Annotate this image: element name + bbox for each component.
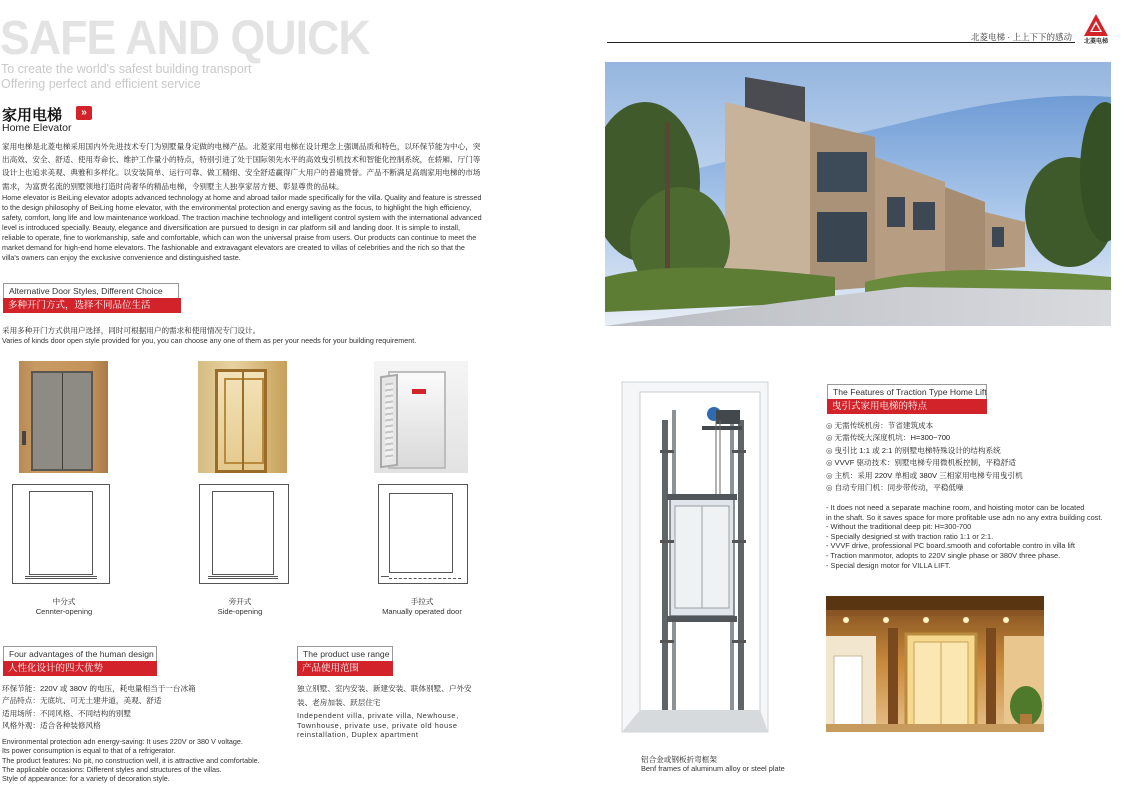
- door-styles-label: [3, 283, 181, 313]
- use-range-label: [297, 646, 393, 676]
- use-range-label-en: The product use range: [297, 646, 393, 661]
- logo-text: 北菱电梯: [1083, 39, 1108, 45]
- home-lift-interior-photo: [826, 596, 1044, 732]
- villa-photo: [605, 62, 1111, 326]
- door-styles-label-en: Alternative Door Styles, Different Choice: [3, 283, 179, 298]
- list-item: ◎ 自动专用门机：同步带传动，平稳低噪: [826, 482, 1023, 494]
- door-note-en: Varies of kinds door open style provided for you, you can choose any one of them as per your needs for your building requirement.: [2, 336, 417, 345]
- door-caption-cn: 手拉式: [410, 597, 434, 606]
- list-item: - It does not need a separate machine room, and hoisting motor can be located: [826, 503, 1085, 512]
- list-item: ◎ 无需传统机房：节省建筑成本: [826, 420, 1023, 432]
- subline-1: To create the world's safest building transport: [1, 62, 252, 76]
- door-caption-en: Cennter-opening: [35, 607, 93, 616]
- door-caption: [372, 597, 472, 617]
- home-elevator-title-en: Home Elevator: [2, 122, 72, 134]
- list-item: ◎ 主机：采用 220V 单相或 380V 三相家用电梯专用曳引机: [826, 470, 1023, 482]
- use-range-label-cn: 产品使用范围: [297, 661, 393, 676]
- subline-2: Offering perfect and efficient service: [1, 77, 201, 91]
- list-item: Environmental protection adn energy-saving: It uses 220V or 380 V voltage.: [2, 737, 243, 746]
- door-caption-cn: 旁开式: [228, 597, 252, 606]
- door-caption: [190, 597, 290, 617]
- list-item: ◎ 无需传统大深度机坑：H=300~700: [826, 432, 1023, 444]
- door-caption: [14, 597, 114, 617]
- center-opening-door-photo: [19, 361, 108, 473]
- intro-paragraph-en: Home elevator is BeiLing elevator adopts advanced technology at home and abroad tailor made specifically for the villa. Quality and feature is stressed to the design philosophy of BeiLing home elevator, with the environmental protection and energy saving as the focus, to highlight the high efficiency, safety, comfort, long life and low maintenance workload. The traction machine technology and intelligent control system with the international advanced level is introduced specially. Beauty, elegance and diversification are pursued to design in car platform sill and landing door. It is simple to install, reliable to operate, fine to workmanship, safe and comfortable, which can won the universal praise from users. Our products can continue to meet the market demand for high-end home elevators. The fashionable and extravagant elevators are created to villas of celebrities and the rich so that the villa's owners can enjoy the exclusive convenience and distinguished taste.: [2, 193, 482, 262]
- list-item: - VVVF drive, professional PC board.smooth and cofortable contro in villa lift: [826, 541, 1075, 551]
- door-caption-en: Side-opening: [217, 607, 263, 616]
- traction-label-cn: 曳引式家用电梯的特点: [827, 399, 987, 414]
- list-item: 产品特点：无底坑、可无土建井道，美观、舒适: [2, 696, 162, 706]
- traction-features-en: [826, 503, 1103, 570]
- list-item: ◎ 曳引比 1:1 或 2:1 的别墅电梯特殊设计的结构系统: [826, 445, 1023, 457]
- intro-paragraph-cn: 家用电梯是北菱电梯采用国内外先进技术专门为别墅量身定做的电梯产品。北菱家用电梯在设计理念上强调品质和特色，以环保节能为中心，突出高效、安全、舒适、使用寿命长、维护工作量小的特点，特别引进了处于国际领先水平的高效曳引机技术和智能化控制系统，在轿厢、厅门等设计上也追求美观、典雅和多样化。以安装简单、运行可靠、做工精细、安全舒适赢得广大用户的普遍赞誉。产品不断满足高端家用电梯的市场需求，为富贾名流的别墅领地打造时尚奢华的精品电梯，令别墅主人独享家居方便、彰显尊贵的品味。: [2, 142, 481, 191]
- door-styles-label-cn: 多种开门方式，选择不同品位生活: [3, 298, 181, 313]
- list-item: in the shaft. So it saves space for more profitable use adn no any extra building cost.: [826, 512, 1103, 522]
- list-item: 环保节能：220V 或 380V 的电压，耗电量相当于一台冰箱: [2, 684, 196, 693]
- traction-features-label: [827, 384, 987, 414]
- list-item: - Special design motor for VILLA LIFT.: [826, 560, 951, 570]
- list-item: ◎ VVVF 驱动技术：别墅电梯专用微机板控制，平稳舒适: [826, 457, 1023, 469]
- list-item: - Without the traditional deep pit: H=300-700: [826, 522, 972, 532]
- door-caption-en: Manually operated door: [382, 607, 462, 616]
- side-opening-door-photo: [198, 361, 287, 473]
- side-opening-drawing: [199, 484, 289, 584]
- use-range-text-cn: 独立别墅、室内安装、新建安装、联体别墅、户外安装、老房加装、跃层住宅: [297, 684, 472, 707]
- center-opening-drawing: [12, 484, 110, 584]
- advantages-label-en: Four advantages of the human design: [3, 646, 157, 661]
- list-item: The product features: No pit, no construction well, it is attractive and comfortable.: [2, 755, 260, 765]
- door-note-cn: 采用多种开门方式供用户选择，同时可根据用户的需求和使用情况专门设计。: [2, 326, 261, 335]
- brand-slogan: 北菱电梯 · 上上下下的感动: [970, 32, 1072, 42]
- advantages-label: [3, 646, 157, 676]
- traction-label-en: The Features of Traction Type Home Lift: [827, 384, 987, 399]
- double-arrow-icon: »: [76, 106, 92, 120]
- traction-features-cn: [826, 420, 1023, 494]
- list-item: The applicable occasions: Different styles and structures of the villas.: [2, 764, 222, 774]
- list-item: Style of appearance: for a variety of decoration style.: [2, 774, 170, 784]
- headline: SAFE AND QUICK: [0, 12, 370, 65]
- advantages-label-cn: 人性化设计的四大优势: [3, 661, 157, 676]
- frame-caption-cn: 铝合金或钢板折弯框架: [641, 755, 717, 764]
- home-elevator-title-cn: 家用电梯: [2, 107, 63, 124]
- list-item: - Specially designed st with traction ratio 1:1 or 2:1.: [826, 531, 994, 541]
- door-caption-cn: 中分式: [52, 597, 76, 606]
- frame-caption-en: Benf frames of aluminum alloy or steel plate: [641, 764, 785, 773]
- list-item: - Traction manmotor, adopts to 220V single phase or 380V three phase.: [826, 550, 1061, 560]
- list-item: Its power consumption is equal to that of a refrigerator.: [2, 746, 176, 756]
- use-range-text-en: Independent villa, private villa, Newhouse, Townhouse, private use, private old house reinstallation, Duplex apartment: [297, 711, 459, 740]
- list-item: 适用场所：不同风格、不同结构的别墅: [2, 708, 132, 718]
- list-item: 风格外观：适合各种装修风格: [2, 721, 101, 731]
- elevator-shaft-diagram: [620, 380, 770, 735]
- advantages-list-cn: [2, 683, 196, 733]
- manual-door-photo: [374, 361, 468, 473]
- manual-door-drawing: [378, 484, 468, 584]
- advantages-list-en: [2, 737, 260, 783]
